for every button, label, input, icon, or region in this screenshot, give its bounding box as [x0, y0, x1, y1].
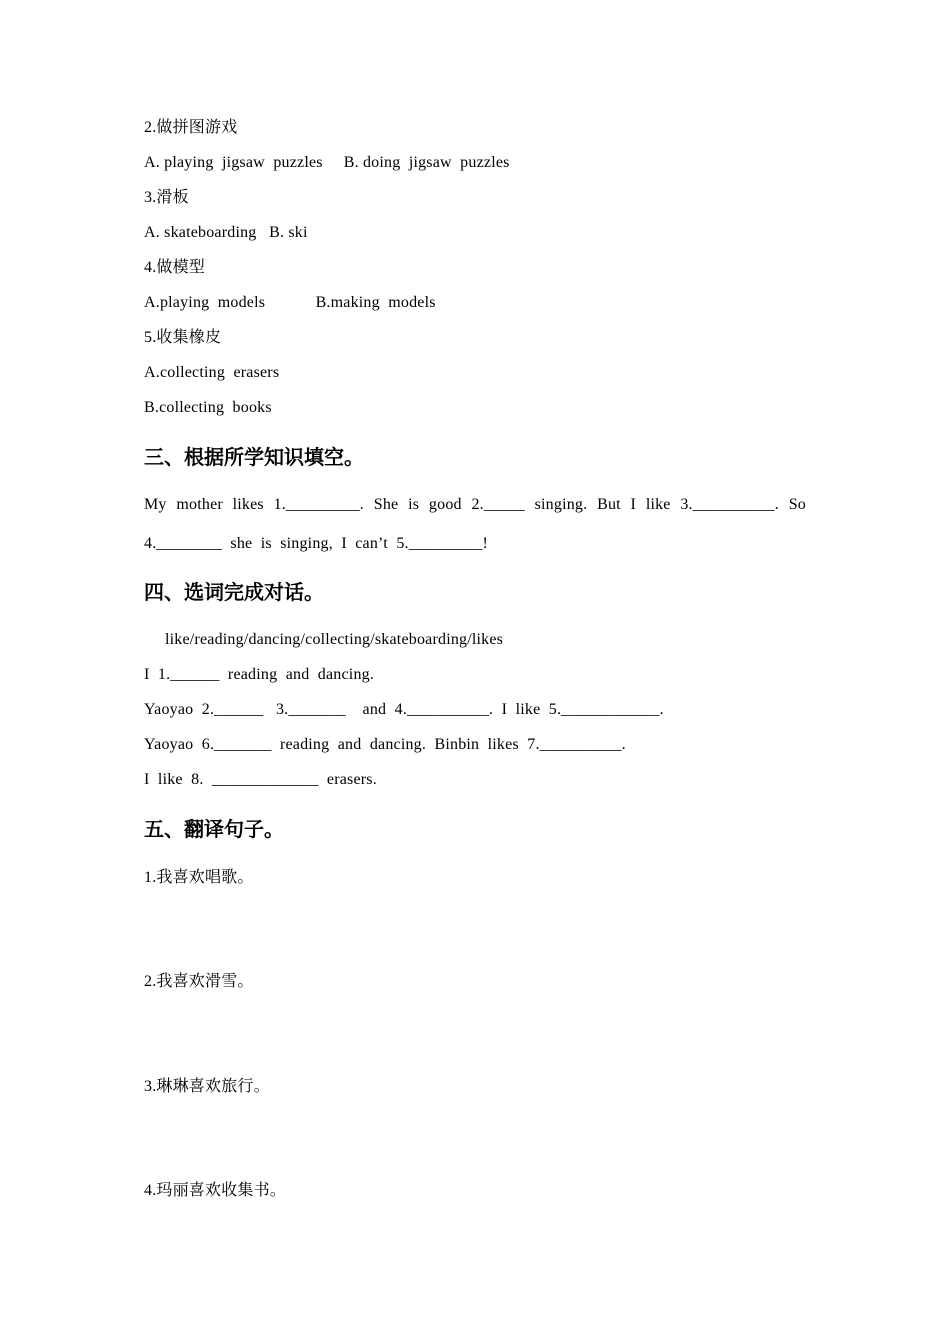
word-bank: like/reading/dancing/collecting/skateboarding/likes — [165, 631, 504, 648]
dialogue-line-1: I 1.______ reading and dancing. — [144, 666, 375, 683]
section-5-heading: 五、翻译句子。 — [144, 817, 284, 841]
question-3-options: A. skateboarding B. ski — [144, 224, 308, 241]
section-3-heading: 三、根据所学知识填空。 — [144, 445, 364, 469]
dialogue-line-2: Yaoyao 2.______ 3._______ and 4.__________. I like 5.____________. — [144, 701, 664, 718]
dialogue-line-4: I like 8. _____________ erasers. — [144, 771, 377, 788]
section-3-line-1: My mother likes 1._________. She is good 2._____ singing. But I like 3.__________. So — [144, 496, 806, 513]
question-5-label: 5.收集橡皮 — [144, 329, 222, 346]
translate-question-2: 2.我喜欢滑雪。 — [144, 973, 254, 990]
question-3-label: 3.滑板 — [144, 189, 189, 206]
section-4-heading: 四、选词完成对话。 — [144, 580, 324, 604]
translate-question-3: 3.琳琳喜欢旅行。 — [144, 1078, 270, 1095]
question-2-label: 2.做拼图游戏 — [144, 119, 238, 136]
dialogue-line-3: Yaoyao 6._______ reading and dancing. Binbin likes 7.__________. — [144, 736, 626, 753]
section-3-line-2: 4.________ she is singing, I can’t 5._________! — [144, 535, 489, 552]
translate-question-4: 4.玛丽喜欢收集书。 — [144, 1182, 287, 1199]
question-4-label: 4.做模型 — [144, 259, 206, 276]
question-5-option-a: A.collecting erasers — [144, 364, 280, 381]
question-2-options: A. playing jigsaw puzzles B. doing jigsaw puzzles — [144, 154, 510, 171]
translate-question-1: 1.我喜欢唱歌。 — [144, 869, 254, 886]
question-5-option-b: B.collecting books — [144, 399, 272, 416]
question-4-options: A.playing models B.making models — [144, 294, 436, 311]
